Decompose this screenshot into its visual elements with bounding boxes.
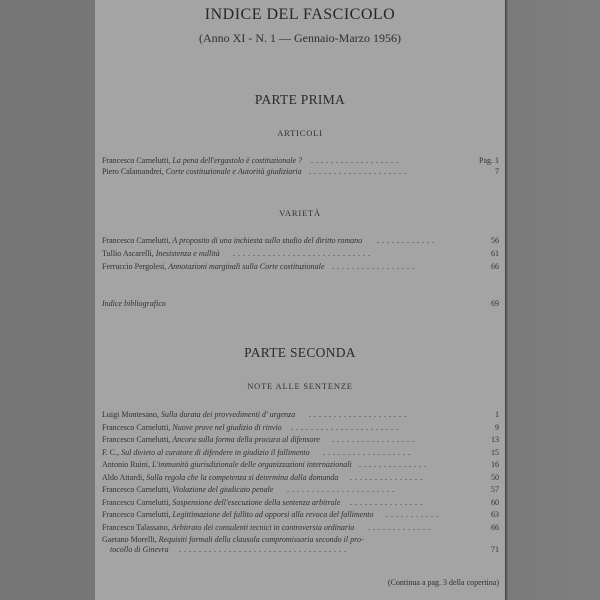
toc-entry	[102, 435, 499, 448]
toc-entry	[102, 460, 499, 473]
entry-title: A proposito di una inchiesta sullo studio del diritto romano	[172, 236, 363, 245]
entry-page: 16	[491, 460, 499, 469]
entry-title: Inesistenza e nullità	[155, 249, 220, 258]
entry-author: Antonio Ruini,	[102, 460, 151, 469]
entry-author: Gaetano Morelli,	[102, 535, 157, 544]
entry-title: Legittimazione del fallito ad opporsi alla revoca del fallimento	[172, 510, 374, 519]
leader-dots: ...............	[350, 497, 425, 507]
leader-dots: .................	[332, 262, 417, 271]
varieta-heading: VARIETÀ	[279, 208, 321, 218]
entry-page: 60	[491, 497, 499, 507]
toc-entry	[102, 473, 499, 486]
page-title: INDICE DEL FASCICOLO	[204, 6, 396, 23]
entry-author: Francesco Carnelutti,	[102, 435, 171, 444]
toc-entry	[102, 448, 499, 461]
leader-dots: ..................	[323, 447, 413, 457]
leader-dots: ......................	[291, 422, 401, 432]
note-heading: NOTE ALLE SENTENZE	[247, 381, 353, 391]
entry-author: Piero Calamandrei,	[102, 167, 164, 176]
entry-author: Francesco Carnelutti,	[102, 510, 171, 519]
leader-dots: ............................	[233, 249, 373, 258]
toc-entry	[102, 156, 499, 167]
toc-entry	[102, 410, 499, 423]
entry-author: Aldo Attardi,	[102, 472, 145, 482]
entry-page: 9	[495, 422, 499, 432]
entry-title: Sul divieto al curatore di difendere in giudizio il fallimento	[121, 447, 310, 457]
entry-author: Francesco Carnelutti,	[102, 236, 171, 245]
page-subtitle: (Anno XI - N. 1 — Gennaio-Marzo 1956)	[199, 31, 401, 45]
leader-dots: .............	[368, 522, 433, 532]
leader-dots: ............	[377, 236, 437, 245]
entry-title: Violazione del giudicato penale	[172, 485, 274, 494]
note-list	[102, 410, 499, 560]
toc-entry	[102, 523, 499, 536]
entry-title-continued: tocollo di Ginevra	[110, 545, 169, 554]
leader-dots: ..................................	[179, 545, 349, 554]
entry-title: Sulla durata dei provvedimenti d' urgenza	[160, 410, 296, 419]
leader-dots: ....................	[309, 410, 409, 419]
toc-entry	[102, 498, 499, 511]
entry-title: Annotazioni marginali sulla Corte costituzionale	[168, 262, 325, 271]
leader-dots: .................	[332, 435, 417, 444]
entry-author: Francesco Carnelutti,	[102, 422, 171, 432]
entry-author: Francesco Carnelutti,	[102, 497, 171, 507]
entry-page: 57	[491, 485, 499, 494]
entry-author: Francesco Carnelutti,	[102, 156, 171, 165]
entry-title: L'immunità giurisdizionale delle organizzazioni internazionali	[152, 460, 352, 469]
indice-bibliografico	[102, 299, 499, 309]
leader-dots: ...........	[386, 510, 441, 519]
entry-title: Nuove prove nel giudizio di rinvio	[172, 422, 282, 432]
entry-title: Corte costituzionale e Autorità giudiziaria	[165, 167, 302, 176]
articoli-list	[102, 156, 499, 178]
toc-entry	[102, 167, 499, 178]
indice-bibliografico-page: 69	[491, 299, 499, 308]
toc-entry	[102, 485, 499, 498]
toc-entry	[102, 236, 499, 249]
entry-page: 7	[495, 167, 499, 176]
toc-entry	[102, 535, 499, 560]
entry-title: La pena dell'ergastolo è costituzionale ?	[172, 156, 303, 165]
leader-dots: ......................	[287, 485, 397, 494]
continuation-note: (Continua a pag. 3 della copertina)	[387, 578, 499, 587]
entry-page: 63	[491, 510, 499, 519]
varieta-list	[102, 236, 499, 275]
entry-title: Sulla regola che la competenza si determina dalla domanda	[146, 472, 339, 482]
entry-author: F. C.,	[102, 447, 120, 457]
entry-author: Tullio Ascarelli,	[102, 249, 154, 258]
toc-entry	[102, 510, 499, 523]
entry-title: Arbitrato dei consulenti tecnici in controversia ordinaria	[171, 522, 355, 532]
toc-entry	[102, 249, 499, 262]
articoli-heading: ARTICOLI	[277, 128, 323, 138]
entry-page: 66	[491, 522, 499, 532]
entry-page: 13	[491, 435, 499, 444]
leader-dots: ..................	[311, 156, 401, 165]
indice-bibliografico-label: Indice bibliografico	[102, 299, 166, 308]
entry-title: Requisiti formali della clausola compromissoria secondo il pro-	[158, 535, 364, 544]
entry-page: 1	[495, 410, 499, 419]
background-right	[505, 0, 600, 600]
parte-seconda-heading: PARTE SECONDA	[244, 345, 356, 360]
leader-dots: ...............	[350, 472, 425, 482]
entry-title: Ancora sulla forma della procura al difensore	[172, 435, 320, 444]
leader-dots: ....................	[309, 167, 409, 176]
entry-page: 56	[491, 236, 499, 245]
toc-entry	[102, 423, 499, 436]
entry-page: 15	[491, 447, 499, 457]
entry-page: 66	[491, 262, 499, 271]
leader-dots: ..............	[359, 460, 429, 469]
entry-author: Francesco Carnelutti,	[102, 485, 171, 494]
document-page	[95, 0, 505, 600]
parte-prima-heading: PARTE PRIMA	[254, 92, 346, 107]
entry-page: Pag. 1	[479, 156, 499, 165]
toc-entry	[102, 262, 499, 275]
entry-author: Luigi Montesano,	[102, 410, 159, 419]
entry-title: Sospensione dell'esecuzione della sentenza arbitrale	[172, 497, 341, 507]
entry-author: Ferruccio Pergolesi,	[102, 262, 167, 271]
entry-page: 50	[491, 472, 499, 482]
entry-page: 61	[491, 249, 499, 258]
entry-page: 71	[491, 545, 499, 554]
entry-author: Francesco Talassano,	[102, 522, 170, 532]
background-left	[0, 0, 95, 600]
